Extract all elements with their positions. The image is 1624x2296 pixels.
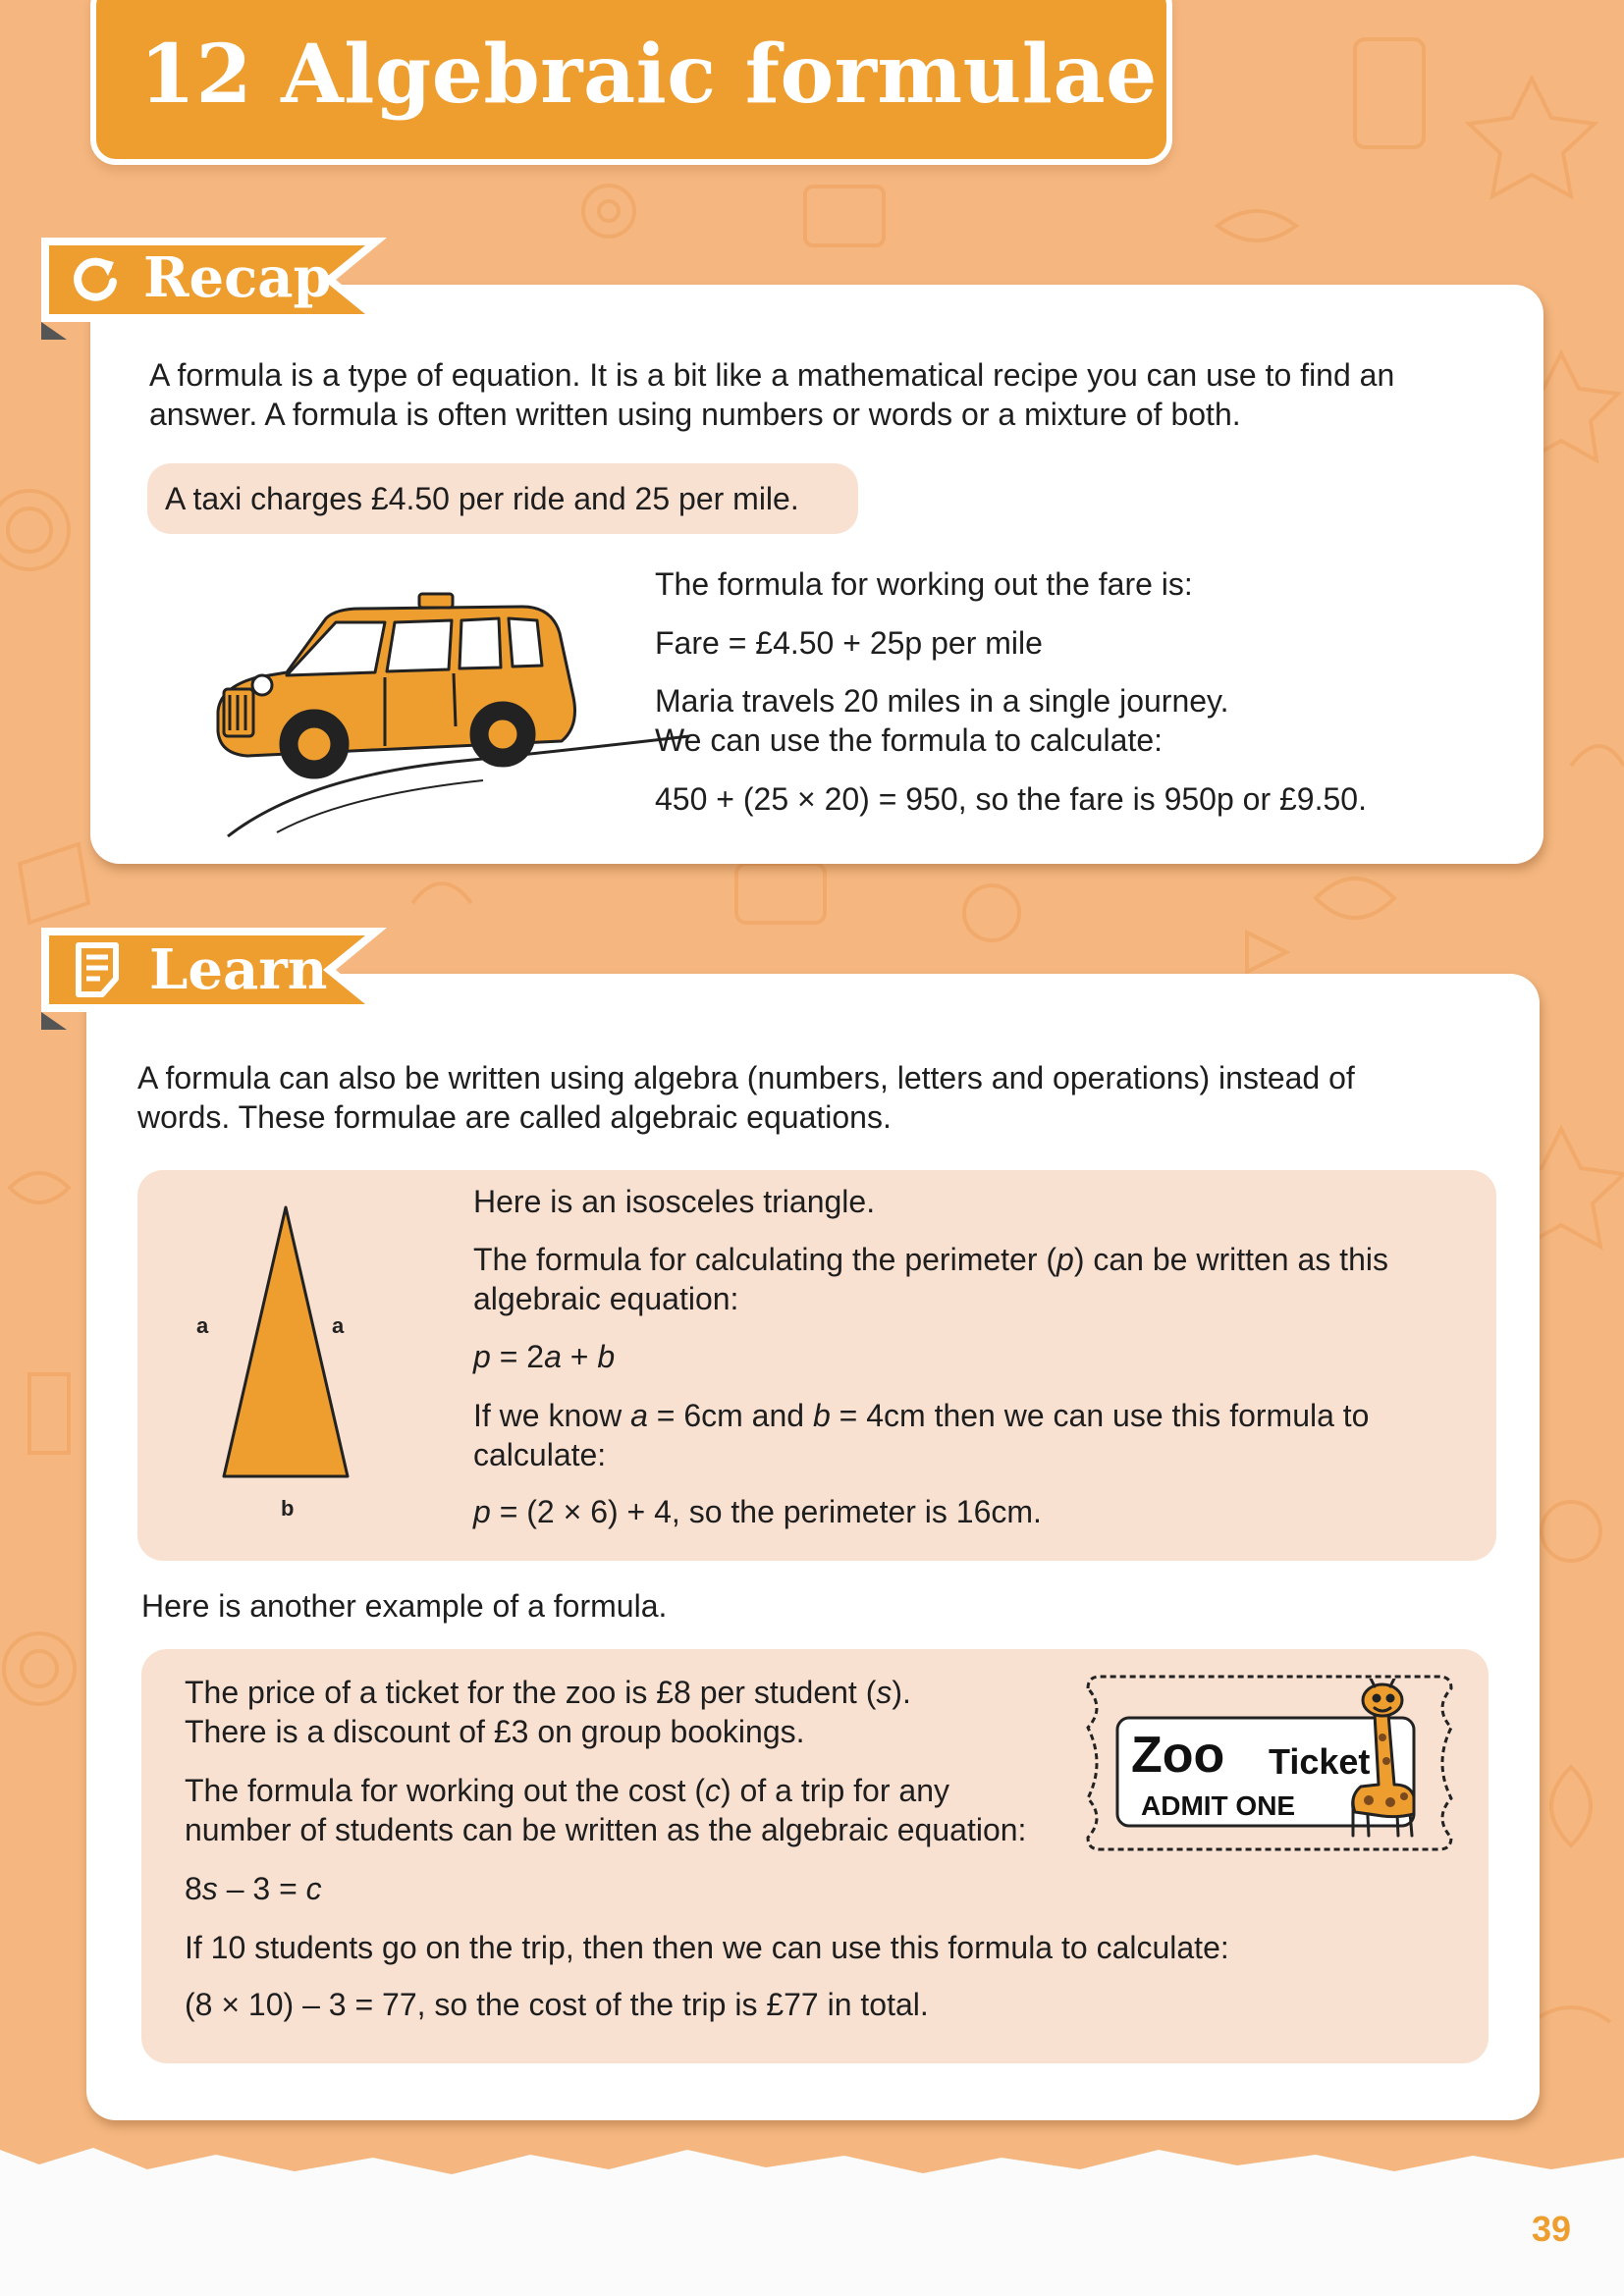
triangle-example-box xyxy=(137,1170,1496,1561)
triangle-line3: algebraic equation: xyxy=(473,1281,739,1316)
recap-highlight-box xyxy=(147,463,858,534)
giraffe-icon xyxy=(1339,1679,1428,1845)
zoo-line1: The price of a ticket for the zoo is £8 per student (s). xyxy=(185,1675,911,1710)
fare-calculation: 450 + (25 × 20) = 950, so the fare is 950p or £9.50. xyxy=(655,781,1367,817)
zoo-line3: The formula for working out the cost (c) of a trip for any xyxy=(185,1773,949,1808)
taxi-illustration xyxy=(189,579,699,844)
recap-intro-line2: answer. A formula is often written using numbers or words or a mixture of both. xyxy=(149,397,1241,432)
journey-line1: Maria travels 20 miles in a single journey. xyxy=(655,683,1229,719)
chapter-title-banner xyxy=(90,0,1172,165)
recap-intro-line1: A formula is a type of equation. It is a bit like a mathematical recipe you can use to find an xyxy=(149,357,1395,393)
triangle-label-left: a xyxy=(196,1313,209,1338)
learn-tab xyxy=(41,928,395,1036)
zoo-equation: 8s – 3 = c xyxy=(185,1871,322,1906)
ticket-zoo-title: Zoo xyxy=(1131,1727,1225,1784)
triangle-line1: Here is an isosceles triangle. xyxy=(473,1184,876,1219)
recap-highlight-text: A taxi charges £4.50 per ride and 25 per mile. xyxy=(165,481,799,516)
recap-label: Recap xyxy=(143,245,332,310)
perimeter-equation: p = 2a + b xyxy=(473,1339,616,1374)
learn-label: Learn xyxy=(149,937,328,1002)
zoo-line2: There is a discount of £3 on group bookings. xyxy=(185,1714,805,1749)
zoo-ticket xyxy=(1080,1669,1459,1857)
journey-line2: We can use the formula to calculate: xyxy=(655,722,1164,758)
learn-intro-line2: words. These formulae are called algebraic equations. xyxy=(137,1099,892,1135)
triangle-label-bottom: b xyxy=(281,1496,295,1521)
zoo-line4: number of students can be written as the algebraic equation: xyxy=(185,1812,1027,1847)
learn-card xyxy=(86,974,1540,2120)
ticket-admit-one: ADMIT ONE xyxy=(1141,1790,1296,1821)
isosceles-triangle-diagram xyxy=(177,1203,432,1537)
triangle-label-right: a xyxy=(332,1313,345,1338)
ticket-word: Ticket xyxy=(1269,1741,1371,1782)
zoo-example-box xyxy=(141,1649,1489,2063)
perimeter-result: p = (2 × 6) + 4, so the perimeter is 16cm. xyxy=(473,1494,1042,1529)
another-example-text: Here is another example of a formula. xyxy=(141,1588,668,1624)
triangle-known-values: If we know a = 6cm and b = 4cm then we can use this formula to xyxy=(473,1398,1370,1433)
fare-formula: Fare = £4.50 + 25p per mile xyxy=(655,625,1043,661)
page-title: 12 Algebraic formulae xyxy=(139,27,1158,122)
page-number: 39 xyxy=(1531,2209,1571,2249)
recap-card xyxy=(90,285,1543,864)
learn-notebook-icon xyxy=(73,939,128,1000)
zoo-line5: If 10 students go on the trip, then then we can use this formula to calculate: xyxy=(185,1930,1229,1965)
zoo-result: (8 × 10) – 3 = 77, so the cost of the trip is £77 in total. xyxy=(185,1987,929,2022)
fare-formula-intro: The formula for working out the fare is: xyxy=(655,566,1193,602)
recap-tab xyxy=(41,238,395,346)
learn-intro-line1: A formula can also be written using algebra (numbers, letters and operations) instead of xyxy=(137,1060,1355,1095)
triangle-known-line2: calculate: xyxy=(473,1437,607,1472)
recap-icon xyxy=(69,252,124,307)
triangle-line2: The formula for calculating the perimeter (p) can be written as this xyxy=(473,1242,1388,1277)
